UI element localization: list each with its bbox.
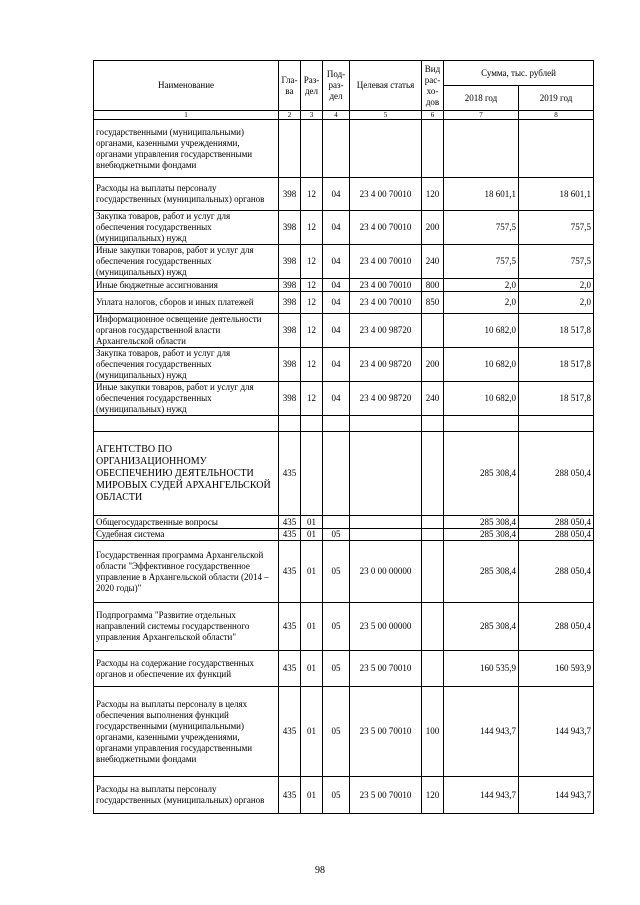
- row-chapter: 398: [279, 382, 301, 416]
- row-section: 12: [301, 382, 323, 416]
- row-amount-2018: 2,0: [444, 292, 519, 314]
- row-name: Расходы на выплаты персоналу в целях обеспечения выполнения функций государственными (муниципальными) органами, казенными учреждениями, органами управления государственными внебюджетными фондами: [94, 687, 279, 777]
- row-target: [350, 432, 422, 516]
- header-sum: Сумма, тыс. рублей: [444, 61, 594, 86]
- row-name: Государственная программа Архангельской области "Эффективное государственное управление в Архангельской области (2014 – 2020 годы)": [94, 541, 279, 603]
- row-amount-2018: 10 682,0: [444, 382, 519, 416]
- row-amount-2019: 2,0: [519, 279, 594, 292]
- row-name: АГЕНТСТВО ПО ОРГАНИЗАЦИОННОМУ ОБЕСПЕЧЕНИЮ ДЕЯТЕЛЬНОСТИ МИРОВЫХ СУДЕЙ АРХАНГЕЛЬСКОЙ ОБЛАСТИ: [94, 432, 279, 516]
- row-amount-2018: 757,5: [444, 211, 519, 245]
- header-section: Раз-дел: [301, 61, 323, 111]
- row-expense-type: 800: [422, 279, 444, 292]
- row-target: [350, 120, 422, 178]
- row-amount-2018: 10 682,0: [444, 314, 519, 348]
- row-amount-2019: 18 517,8: [519, 314, 594, 348]
- row-section: [301, 416, 323, 432]
- row-target: 23 4 00 98720: [350, 382, 422, 416]
- column-index: 8: [519, 111, 594, 120]
- row-chapter: 398: [279, 292, 301, 314]
- row-amount-2019: 288 050,4: [519, 432, 594, 516]
- row-amount-2018: 2,0: [444, 279, 519, 292]
- row-subsection: [323, 516, 350, 529]
- row-chapter: 435: [279, 777, 301, 814]
- row-expense-type: [422, 314, 444, 348]
- row-expense-type: 240: [422, 382, 444, 416]
- row-subsection: 04: [323, 245, 350, 279]
- table-row: [94, 529, 594, 541]
- row-amount-2018: 144 943,7: [444, 687, 519, 777]
- row-target: [350, 416, 422, 432]
- table-row: [94, 687, 594, 777]
- row-chapter: 398: [279, 178, 301, 211]
- column-index: 2: [279, 111, 301, 120]
- row-section: 01: [301, 777, 323, 814]
- column-index: 4: [323, 111, 350, 120]
- row-name: Иные бюджетные ассигнования: [94, 279, 279, 292]
- row-amount-2018: 757,5: [444, 245, 519, 279]
- row-name: Расходы на содержание государственных органов и обеспечение их функций: [94, 651, 279, 687]
- table-row: [94, 120, 594, 178]
- budget-table: [93, 60, 594, 814]
- header-expense-type: Вид рас-хо-дов: [422, 61, 444, 111]
- row-chapter: 398: [279, 348, 301, 382]
- row-subsection: 04: [323, 211, 350, 245]
- row-name: Расходы на выплаты персоналу государственных (муниципальных) органов: [94, 178, 279, 211]
- row-expense-type: [422, 603, 444, 651]
- row-subsection: 05: [323, 651, 350, 687]
- row-amount-2018: [444, 416, 519, 432]
- row-amount-2019: 2,0: [519, 292, 594, 314]
- table-row: [94, 348, 594, 382]
- row-expense-type: 200: [422, 348, 444, 382]
- row-expense-type: [422, 120, 444, 178]
- row-amount-2018: 10 682,0: [444, 348, 519, 382]
- header-chapter: Гла-ва: [279, 61, 301, 111]
- table-row: [94, 245, 594, 279]
- table-row: [94, 382, 594, 416]
- row-target: 23 5 00 00000: [350, 603, 422, 651]
- row-subsection: 04: [323, 292, 350, 314]
- row-target: [350, 516, 422, 529]
- row-subsection: [323, 432, 350, 516]
- row-expense-type: [422, 651, 444, 687]
- row-subsection: 05: [323, 529, 350, 541]
- column-index: 3: [301, 111, 323, 120]
- row-chapter: [279, 416, 301, 432]
- row-section: 12: [301, 178, 323, 211]
- table-row: [94, 516, 594, 529]
- row-expense-type: 120: [422, 777, 444, 814]
- row-amount-2018: 160 535,9: [444, 651, 519, 687]
- row-expense-type: 850: [422, 292, 444, 314]
- table-row: [94, 314, 594, 348]
- row-target: 23 4 00 70010: [350, 279, 422, 292]
- row-section: [301, 120, 323, 178]
- row-amount-2019: 288 050,4: [519, 529, 594, 541]
- row-chapter: 398: [279, 211, 301, 245]
- row-amount-2019: 160 593,9: [519, 651, 594, 687]
- column-index: 1: [94, 111, 279, 120]
- row-expense-type: 200: [422, 211, 444, 245]
- row-target: [350, 529, 422, 541]
- row-chapter: 398: [279, 245, 301, 279]
- row-chapter: 435: [279, 516, 301, 529]
- row-name: Иные закупки товаров, работ и услуг для обеспечения государственных (муниципальных) нужд: [94, 245, 279, 279]
- row-amount-2018: 18 601,1: [444, 178, 519, 211]
- header-year-2018: 2018 год: [444, 86, 519, 111]
- row-section: 12: [301, 314, 323, 348]
- row-section: 12: [301, 211, 323, 245]
- row-subsection: [323, 120, 350, 178]
- row-section: 01: [301, 603, 323, 651]
- row-chapter: 435: [279, 529, 301, 541]
- row-chapter: 435: [279, 687, 301, 777]
- row-amount-2019: 757,5: [519, 245, 594, 279]
- row-amount-2018: 285 308,4: [444, 516, 519, 529]
- row-expense-type: [422, 416, 444, 432]
- table-row: [94, 603, 594, 651]
- row-name: Подпрограмма "Развитие отдельных направлений системы государственного управления Архангельской области": [94, 603, 279, 651]
- row-name: [94, 416, 279, 432]
- row-subsection: 04: [323, 348, 350, 382]
- row-subsection: 05: [323, 603, 350, 651]
- row-amount-2018: 285 308,4: [444, 541, 519, 603]
- row-expense-type: 120: [422, 178, 444, 211]
- row-amount-2019: [519, 416, 594, 432]
- table-row: [94, 416, 594, 432]
- row-expense-type: [422, 541, 444, 603]
- row-section: 01: [301, 651, 323, 687]
- row-expense-type: 100: [422, 687, 444, 777]
- row-chapter: [279, 120, 301, 178]
- row-section: 12: [301, 348, 323, 382]
- row-chapter: 435: [279, 603, 301, 651]
- column-index-row: [94, 111, 594, 120]
- row-name: Расходы на выплаты персоналу государственных (муниципальных) органов: [94, 777, 279, 814]
- table-row: [94, 211, 594, 245]
- row-chapter: 435: [279, 432, 301, 516]
- row-name: Закупка товаров, работ и услуг для обеспечения государственных (муниципальных) нужд: [94, 211, 279, 245]
- table-row: [94, 541, 594, 603]
- row-amount-2018: 285 308,4: [444, 603, 519, 651]
- row-target: 23 5 00 70010: [350, 651, 422, 687]
- row-name: государственными (муниципальными) органами, казенными учреждениями, органами управления государственными внебюджетными фондами: [94, 120, 279, 178]
- row-amount-2019: 288 050,4: [519, 603, 594, 651]
- row-target: 23 5 00 70010: [350, 777, 422, 814]
- row-target: 23 4 00 70010: [350, 211, 422, 245]
- row-name: Иные закупки товаров, работ и услуг для обеспечения государственных (муниципальных) нужд: [94, 382, 279, 416]
- row-section: 01: [301, 541, 323, 603]
- row-section: 01: [301, 529, 323, 541]
- row-name: Информационное освещение деятельности органов государственной власти Архангельской области: [94, 314, 279, 348]
- row-amount-2019: 144 943,7: [519, 777, 594, 814]
- row-amount-2019: 757,5: [519, 211, 594, 245]
- table-row: [94, 279, 594, 292]
- row-subsection: 05: [323, 687, 350, 777]
- row-amount-2019: 288 050,4: [519, 541, 594, 603]
- table-row: [94, 178, 594, 211]
- row-subsection: 04: [323, 314, 350, 348]
- page-number: 98: [315, 865, 325, 876]
- row-target: 23 4 00 70010: [350, 292, 422, 314]
- row-amount-2018: 285 308,4: [444, 432, 519, 516]
- row-amount-2019: 144 943,7: [519, 687, 594, 777]
- row-subsection: [323, 416, 350, 432]
- table-row: [94, 651, 594, 687]
- row-target: 23 4 00 70010: [350, 178, 422, 211]
- row-subsection: 04: [323, 279, 350, 292]
- row-name: Уплата налогов, сборов и иных платежей: [94, 292, 279, 314]
- row-section: 12: [301, 279, 323, 292]
- row-amount-2019: 288 050,4: [519, 516, 594, 529]
- column-index: 5: [350, 111, 422, 120]
- row-expense-type: 240: [422, 245, 444, 279]
- table-row: [94, 292, 594, 314]
- row-amount-2019: 18 601,1: [519, 178, 594, 211]
- row-section: 12: [301, 245, 323, 279]
- row-subsection: 04: [323, 382, 350, 416]
- column-index: 6: [422, 111, 444, 120]
- agency-row: [94, 432, 594, 516]
- row-target: 23 4 00 98720: [350, 314, 422, 348]
- row-target: 23 0 00 00000: [350, 541, 422, 603]
- row-amount-2019: 18 517,8: [519, 382, 594, 416]
- row-section: 01: [301, 687, 323, 777]
- row-target: 23 4 00 70010: [350, 245, 422, 279]
- row-chapter: 398: [279, 279, 301, 292]
- row-section: [301, 432, 323, 516]
- row-amount-2018: 285 308,4: [444, 529, 519, 541]
- row-amount-2018: [444, 120, 519, 178]
- header-target: Целевая статья: [350, 61, 422, 111]
- row-name: Судебная система: [94, 529, 279, 541]
- row-subsection: 04: [323, 178, 350, 211]
- header-name: Наименование: [94, 61, 279, 111]
- row-subsection: 05: [323, 777, 350, 814]
- row-chapter: 398: [279, 314, 301, 348]
- row-amount-2019: [519, 120, 594, 178]
- table-row: [94, 777, 594, 814]
- header-subsection: Под-раз-дел: [323, 61, 350, 111]
- row-expense-type: [422, 432, 444, 516]
- row-target: 23 5 00 70010: [350, 687, 422, 777]
- row-expense-type: [422, 529, 444, 541]
- row-chapter: 435: [279, 541, 301, 603]
- row-chapter: 435: [279, 651, 301, 687]
- row-section: 01: [301, 516, 323, 529]
- row-expense-type: [422, 516, 444, 529]
- row-name: Закупка товаров, работ и услуг для обеспечения государственных (муниципальных) нужд: [94, 348, 279, 382]
- row-name: Общегосударственные вопросы: [94, 516, 279, 529]
- header-year-2019: 2019 год: [519, 86, 594, 111]
- column-index: 7: [444, 111, 519, 120]
- row-section: 12: [301, 292, 323, 314]
- row-subsection: 05: [323, 541, 350, 603]
- row-amount-2018: 144 943,7: [444, 777, 519, 814]
- row-amount-2019: 18 517,8: [519, 348, 594, 382]
- row-target: 23 4 00 98720: [350, 348, 422, 382]
